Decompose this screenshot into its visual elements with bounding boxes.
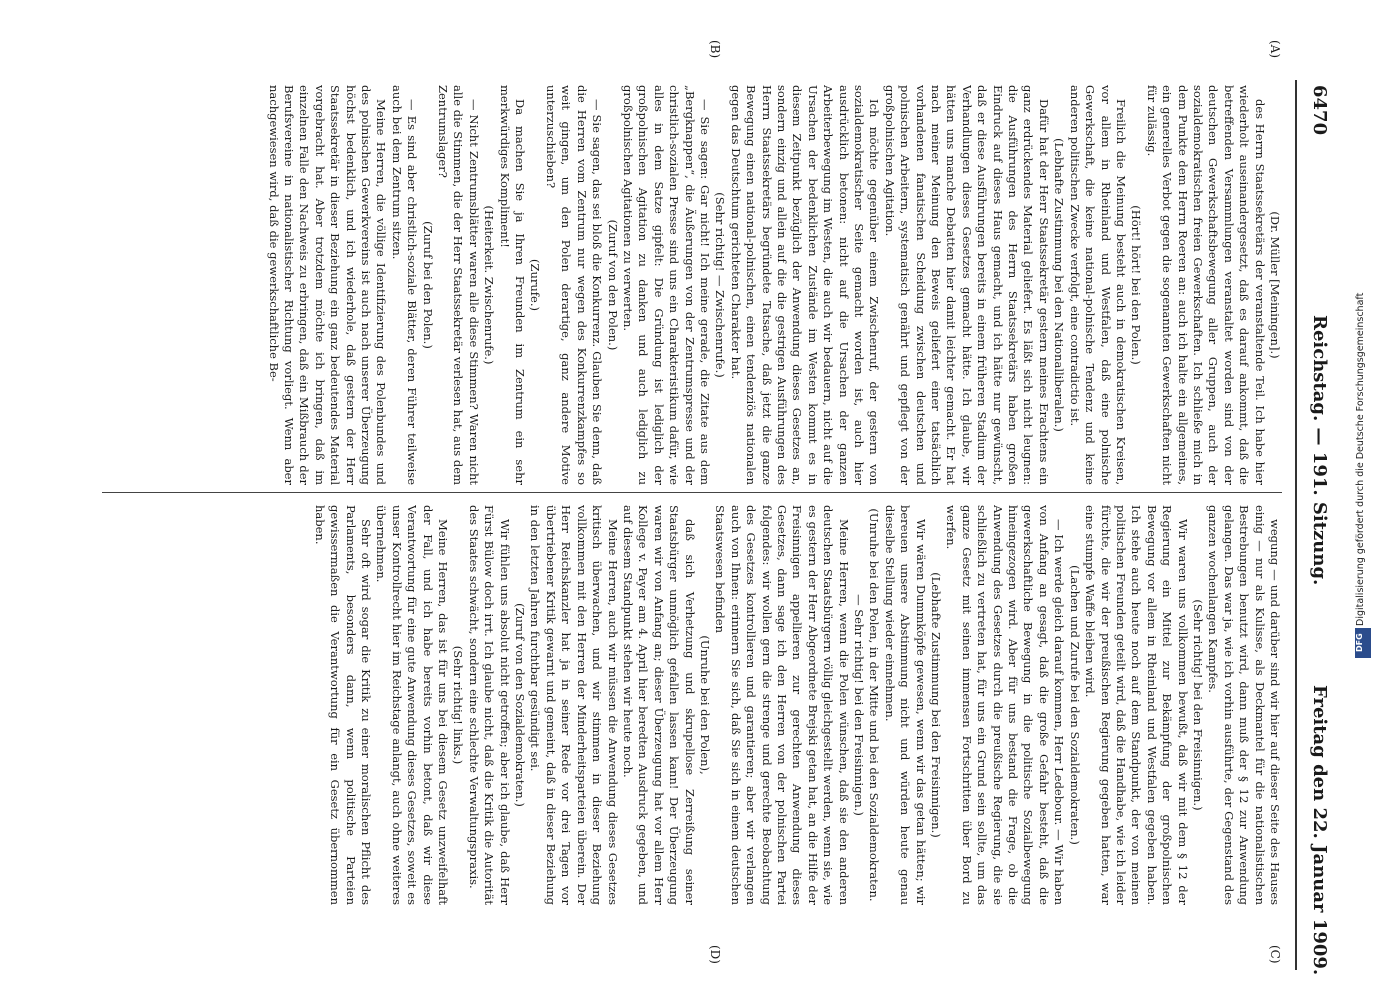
paragraph: Sehr oft wird sogar die Kritik zu einer moralischen Pflicht des Parlaments, besonders dann, wenn politische Parteien gewissermaßen die Verantwortung für ein Gesetz übernommen haben. [312,505,374,905]
paragraph: (Dr. Müller [Meiningen].) [1268,211,1282,359]
paragraph: (Lebhafte Zustimmung bei den Nationalliberalen.) [1052,138,1067,432]
paragraph: wegung — und darüber sind wir hier auf dieser Seite des Hauses einig — nur als Kulisse, als Deckmantel für die nationalistischen Bestrebungen benutzt wird, dann muß der § 12 zur Anwendung gelangen. Das war ja, wie ich vorhin ausführte, der Gegenstand des ganzen wochenlangen Kampfes. [1206,505,1282,905]
paragraph: Wir waren uns vollkommen bewußt, daß wir mit dem § 12 der Regierung ein Mittel zur Bekämpfung der großpolnischen Bewegung vor allem in Rheinland und Westfalen gegeben haben. Ich stehe auch heute noch auf dem Standpunkt, der von meinen politischen Freunden geteilt wird, daß die Handhabe, wie ich leider fürchte, die wir der preußischen Regierung gegeben hatten, war eine stumpfe Waffe bleiben wird. [1083,505,1190,905]
paragraph: (Sehr richtig! bei den Freisinnigen.) [1190,599,1205,811]
paragraph: (Unruhe bei den Polen), [697,635,712,775]
margin-letter-b: (B) [708,40,722,59]
paragraph: (Lebhafte Zustimmung bei den Freisinnigen.) [929,572,944,838]
paragraph: des Herrn Staatssekretärs der veranstaltende Teil. Ich habe hier wiederholt auseinandergesetzt, daß es darauf ankommt, daß die betreffenden Versammlungen veranstaltet worden sind von der deutschen Gewerkschaftsbewegung aller Gruppen, auch der sozialdemokratischen freien Gewerkschaften. Ich schließe mich in dem Punkte dem Herrn Roeren an: auch ich halte ein allgemeines, ein generelles Verbot gegen die sogenannten Gewerkschaften nicht für zulässig. [1144,85,1267,485]
dfg-logo: DFG [1355,628,1371,658]
paragraph: (Hört! hört! bei den Polen.) [1129,205,1144,365]
paragraph: (Zuruf von den Sozialdemokraten.) [513,603,528,807]
paragraph: (Unruhe bei den Polen, in der Mitte und bei den Sozialdemokraten. — Sehr richtig! bei den Freisinnigen.) [852,508,882,902]
paragraph: Freilich die Meinung besteht auch in demokratischen Kreisen, vor allem in Rheinland und Westfalen, daß eine polnische Gewerkschaft, die keine national-polnische Tendenz und keine anderen politischen Zwecke verfolgt, eine contradictio ist. [1067,85,1128,485]
page-number: 6470 [1309,85,1330,136]
paragraph: daß sich Verhetzung und skrupellose Zerreißung seiner Staatsbürger unmöglich gefallen lassen kann! Der Überzeugung waren wir von Anfang an; dieser Überzeugung hat vor allem Herr Kollege v. Payer am 4. April hier beredten Ausdruck gegeben, und auf diesem Standpunkt stehen wir heute noch. [620,505,697,905]
column-divider [102,492,1282,493]
paragraph: Dafür hat der Herr Staatssekretär gestern meines Erachtens ein ganz erdrückendes Material geliefert. Es läßt sich nicht leugnen: die Ausführungen des Herrn Staatssekretärs haben großen Eindruck auf dieses Haus gemacht, und ich hätte nur gewünscht, daß er diese Ausführungen bereits in einem früheren Stadium der Verhandlungen dieses Gesetzes gemacht hätte. Ich glaube, wir hätten uns manche Debatten hier damit leichter gemacht. Er hat nach meiner Meinung den Beweis geliefert einer tatsächlich vorhandenen fanatischen Scheidung zwischen deutschen und polnischen Arbeitern, systematisch genährt und gepflegt von der großpolnischen Agitation. [882,85,1051,485]
header-rule [1295,80,1297,970]
paragraph: Meine Herren, wenn die Polen wünschen, daß sie den anderen deutschen Staatsbürgern völlig gleichgestellt werden, wenn sie, wie es gestern der Herr Abgeordnete Brejski getan hat, an die Hilfe der Freisinnigen appellieren zur gerechten Anwendung dieses Gesetzes, dann sage ich den Herren von der polnischen Partei folgendes: wir wollen gern die strenge und gerechte Beobachtung des Gesetzes kontrollieren und garantieren; aber wir verlangen auch von Ihnen: erinnern Sie sich, daß Sie sich in einem deutschen Staatswesen befinden [713,505,851,905]
paragraph: (Lachen und Zurufe bei den Sozialdemokraten.) [1067,565,1082,845]
paragraph: (Sehr richtig! links.) [451,645,466,765]
page-header [1302,85,1342,976]
paragraph: Ich möchte gegenüber einem Zwischenruf, der gestern von sozialdemokratischer Seite gemacht worden ist, auch hier ausdrücklich betonen: nicht auf die Ursachen der ganzen Arbeiterbewegung im Westen, die auch wir bedauern, nicht auf die Ursachen der bedenklichen Zustände im Westen kommt es in diesem Zeitpunkt bezüglich der Anwendung dieses Gesetzes an, sondern einzig und allein auf die die gestrigen Ausführungen des Herrn Staatssekretärs begründete Tatsache, daß jetzt die ganze Bewegung einen national-polnischen, einen tendenziös nationalen gegen das Deutschtum gerichteten Charakter hat. [728,85,882,485]
paragraph: — Ich werde gleich darauf kommen, Herr Ledebour. — Wir haben von Anfang an gesagt, daß die große Gefahr besteht, daß die gewerkschaftliche Bewegung in die politische Sozialbewegung hineingezogen wird. Aber für uns bestand die Frage, ob die Anwendung des Gesetzes durch die preußische Regierung, die sie schließlich zu vertreten hat, für uns ein Grund sein sollte, um das ganze Gesetz mit seinen immensen Fortschritten über Bord zu werfen. [944,505,1067,905]
paragraph: (Zurufe.) [528,259,543,311]
session-title: Reichstag. — 191. Sitzung. [1309,315,1330,586]
margin-letter-d: (D) [708,945,722,964]
paragraph: — Sie sagen, das sei bloß die Konkurrenz. Glauben Sie denn, daß die Herren vom Zentrum nur wegen des Konkurrenzkampfes so weit gingen, um den Polen derartige, ganz andere Motive unterzuschieben? [543,85,605,485]
paragraph: Wir wären Dummköpfe gewesen, wenn wir das getan hätten; wir bereuen unsere Abstimmung nicht und würden heute genau dieselbe Stellung wieder einnehmen. [882,505,928,905]
paragraph: Da machen Sie ja Ihren Freunden im Zentrum ein sehr merkwürdiges Kompliment! [497,85,528,485]
margin-letter-a: (A) [1268,40,1282,59]
paragraph: — Nicht Zentrumsblätter waren alle diese Stimmen? Waren nicht alle die Stimmen, die der Herr Staatssekretär verlesen hat, aus dem Zentrumslager? [436,85,481,485]
paragraph: Meine Herren, auch wir müssen die Anwendung dieses Gesetzes kritisch überwachen, und wir stimmen in dieser Beziehung vollkommen mit den Herren der Minderheitsparteien überein. Der Herr Reichskanzler hat ja in seiner Rede vor drei Tagen vor übertriebener Kritik gewarnt und gemeint, daß in dieser Beziehung in den letzten Jahren furchtbar gesündigt sei. [528,505,620,905]
margin-letter-c: (C) [1268,945,1282,964]
right-column [311,505,1282,905]
paragraph: — Es sind aber christlich-soziale Blätter, deren Führer teilweise auch bei dem Zentrum sitzen. [389,85,420,485]
paragraph: Meine Herren, das ist für uns bei diesem Gesetz unzweifelhaft der Fall, und ich habe bereits vorhin betont, daß wir diese Verantwortung für eine gute Anwendung dieses Gesetzes, soweit es unser Kontrollrecht hier im Reichstage anlangt, auch ohne weiteres übernehmen. [374,505,451,905]
left-column [265,85,1282,485]
digitization-credit: Digitalisierung gefördert durch die Deutsche Forschungsgemeinschaft [1355,292,1366,626]
paragraph: (Zuruf von den Polen.) [605,219,620,351]
paragraph: Meine Herren, die völlige Identifizierung des Polenbundes und des polnischen Gewerkvereins ist auch nach unserer Überzeugung höchst bedenklich, und ich wiederhole, daß gestern der Herr Staatssekretär in dieser Beziehung ein ganz bedeutendes Material vorgebracht hat. Aber trotzdem möchte ich bringen, daß im einzelnen Falle den Nachweis zu erbringen, daß ein Mißbrauch der Berufsvereine in nationalistischer Richtung vorliegt. Wenn aber nachgewiesen wird, daß die gewerkschaftliche Be- [266,85,389,485]
session-date: Freitag den 22. Januar 1909. [1309,685,1330,976]
rotated-newspaper-page [42,0,1342,1000]
paragraph: (Zuruf bei den Polen.) [420,221,435,349]
paragraph: (Sehr richtig! — Zwischenrufe.) [713,192,728,378]
paragraph: (Heiterkeit. Zwischenrufe.) [482,205,497,365]
paragraph: Wir fühlen uns absolut nicht getroffen; aber ich glaube, daß Herr Fürst Bülow doch irrt. Ich glaube nicht, daß die Kritik die Autorität des Staates schwächt, sondern eine schlechte Verwaltungspraxis. [466,505,512,905]
paragraph: — Sie sagen: Gar nicht! Ich meine gerade, die Zitate aus dem „Bergknappen“, die Äußerungen von der Zentrumspresse und der christlich-sozialen Presse sind uns ein Charakteristikum dafür, wie alles in dem Satze gipfelt: Die Gründung ist lediglich der großpolnischen Agitation zu danken und auch lediglich zu großpolnischen Agitationen zu verwerten. [620,85,712,485]
